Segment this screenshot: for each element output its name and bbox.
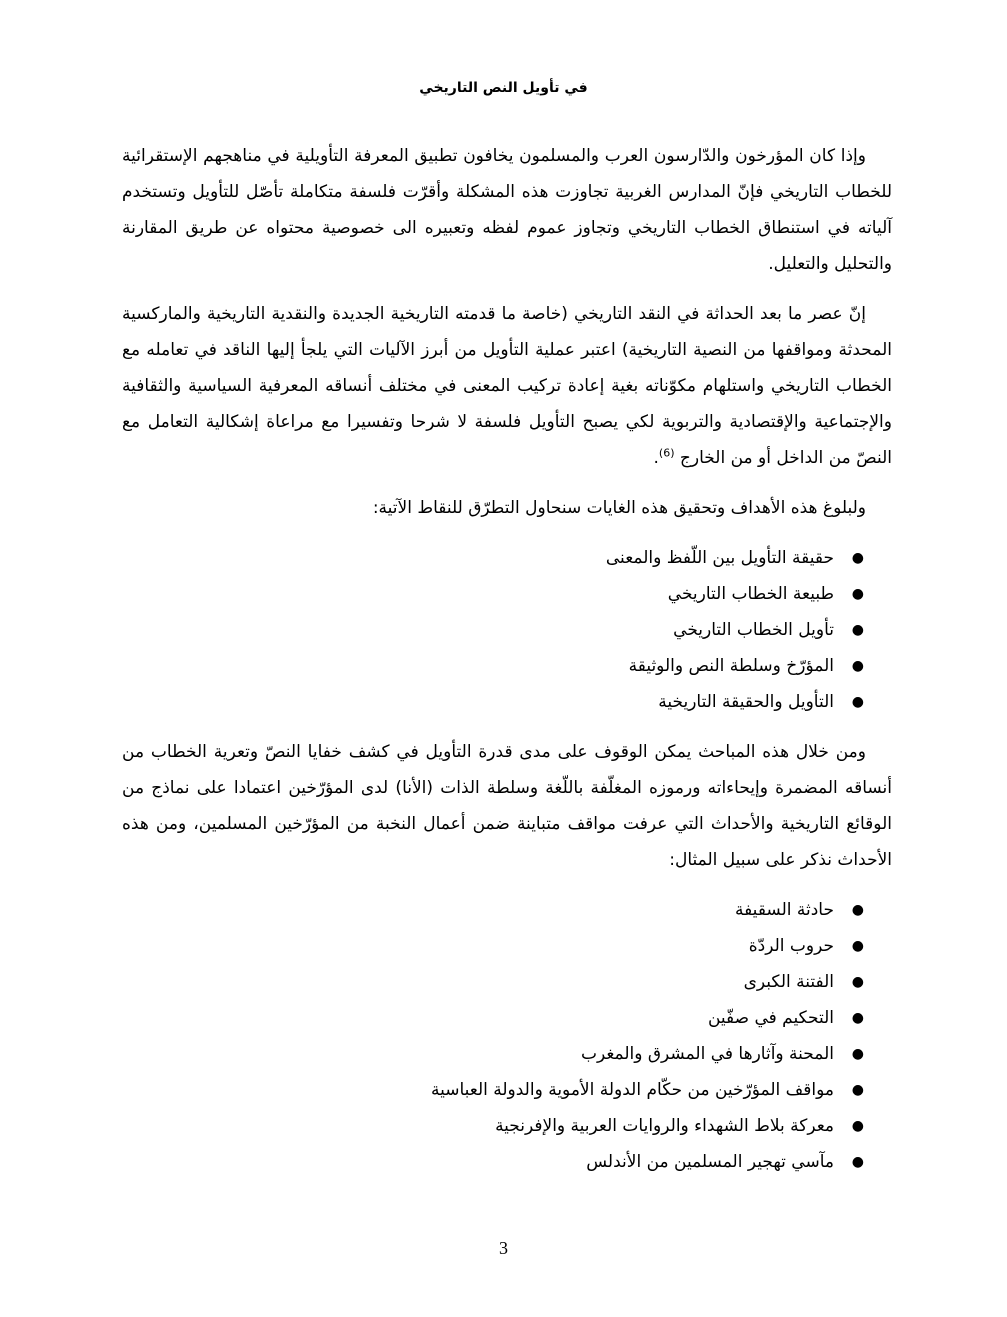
paragraph-2-text: إنّ عصر ما بعد الحداثة في النقد التاريخي (خاصة ما قدمته التاريخية الجديدة والنقدية التاريخية والماركسية المحدثة ومواقفها من النصية التاريخية) اعتبر عملية التأويل من أبرز الآليات التي يلجأ إليها الناقد في تعامله مع الخطاب التاريخي واستلهام مكوّناته بغية إعادة تركيب المعنى في مختلف أنساقه المعرفية السياسية والثقافية والإجتماعية والإقتصادية والتربوية لكي يصبح التأويل فلسفة لا شرحا وتفسيرا مع مراعاة إشكالية التعامل مع النصّ من الداخل أو من الخارج — [122, 304, 892, 468]
list-item — [122, 576, 864, 612]
page-body — [122, 138, 892, 1194]
bullet-icon: ● — [851, 622, 864, 638]
events-list — [122, 892, 892, 1180]
list-item-text: حادثة السقيفة — [734, 900, 834, 920]
list-item — [122, 1144, 864, 1180]
bullet-icon: ● — [851, 974, 864, 990]
list-item — [122, 540, 864, 576]
list-item-text: حقيقة التأويل بين اللّفظ والمعنى — [605, 548, 834, 568]
list-item-text: معركة بلاط الشهداء والروايات العربية والإفرنجية — [495, 1116, 834, 1136]
list-item-text: التأويل والحقيقة التاريخية — [658, 692, 834, 712]
bullet-icon: ● — [851, 694, 864, 710]
bullet-icon: ● — [851, 550, 864, 566]
bullet-icon: ● — [851, 1046, 864, 1062]
list-item-text: الفتنة الكبرى — [743, 972, 834, 992]
bullet-icon: ● — [851, 1118, 864, 1134]
footnote-reference: (6) — [658, 446, 675, 460]
list-item — [122, 964, 864, 1000]
bullet-icon: ● — [851, 658, 864, 674]
list-item-text: المحنة وآثارها في المشرق والمغرب — [580, 1044, 834, 1064]
footnote-tail: . — [653, 448, 659, 468]
list-item — [122, 648, 864, 684]
list-item-text: مآسي تهجير المسلمين من الأندلس — [586, 1152, 834, 1172]
list-item — [122, 1072, 864, 1108]
running-header: في تأويل النص التاريخي — [419, 80, 588, 96]
topics-list — [122, 540, 892, 720]
list-item-text: حروب الردّة — [748, 936, 834, 956]
list-item — [122, 1108, 864, 1144]
list-item — [122, 612, 864, 648]
bullet-icon: ● — [851, 586, 864, 602]
paragraph-4: ومن خلال هذه المباحث يمكن الوقوف على مدى قدرة التأويل في كشف خفايا النصّ وتعرية الخطاب من أنساقه المضمرة وإيحاءاته ورموزه المغلّفة باللّغة وسلطة الذات (الأنا) لدى المؤرّخين اعتمادا على نماذج من الوقائع التاريخية والأحداث التي عرفت مواقف متباينة ضمن أعمال النخبة من المؤرّخين المسلمين، ومن هذه الأحداث نذكر على سبيل المثال: — [122, 742, 892, 870]
paragraph-3: ولبلوغ هذه الأهداف وتحقيق هذه الغايات سنحاول التطرّق للنقاط الآتية: — [372, 498, 866, 518]
page-number: 3 — [499, 1238, 508, 1258]
paragraph-1: وإذا كان المؤرخون والدّارسون العرب والمسلمون يخافون تطبيق المعرفة التأويلية في مناهجهم الإستقرائية للخطاب التاريخي فإنّ المدارس الغربية تجاوزت هذه المشكلة وأقرّت فلسفة متكاملة تأصّل للتأويل وتستخدم آلياته في استنطاق الخطاب التاريخي وتجاوز عموم لفظه وتعبيره الى خصوصية محتواه عن طريق المقارنة والتحليل والتعليل. — [122, 146, 892, 274]
list-item — [122, 684, 864, 720]
bullet-icon: ● — [851, 902, 864, 918]
list-item-text: مواقف المؤرّخين من حكّام الدولة الأموية والدولة العباسية — [430, 1080, 834, 1100]
list-item — [122, 1000, 864, 1036]
bullet-icon: ● — [851, 1154, 864, 1170]
bullet-icon: ● — [851, 1010, 864, 1026]
list-item-text: التحكيم في صفّين — [707, 1008, 834, 1028]
bullet-icon: ● — [851, 1082, 864, 1098]
paragraph-2 — [122, 296, 892, 476]
list-item-text: طبيعة الخطاب التاريخي — [667, 584, 834, 604]
list-item — [122, 928, 864, 964]
list-item — [122, 1036, 864, 1072]
list-item-text: المؤرّخ وسلطة النص والوثيقة — [628, 656, 834, 676]
list-item-text: تأويل الخطاب التاريخي — [673, 620, 834, 640]
bullet-icon: ● — [851, 938, 864, 954]
list-item — [122, 892, 864, 928]
